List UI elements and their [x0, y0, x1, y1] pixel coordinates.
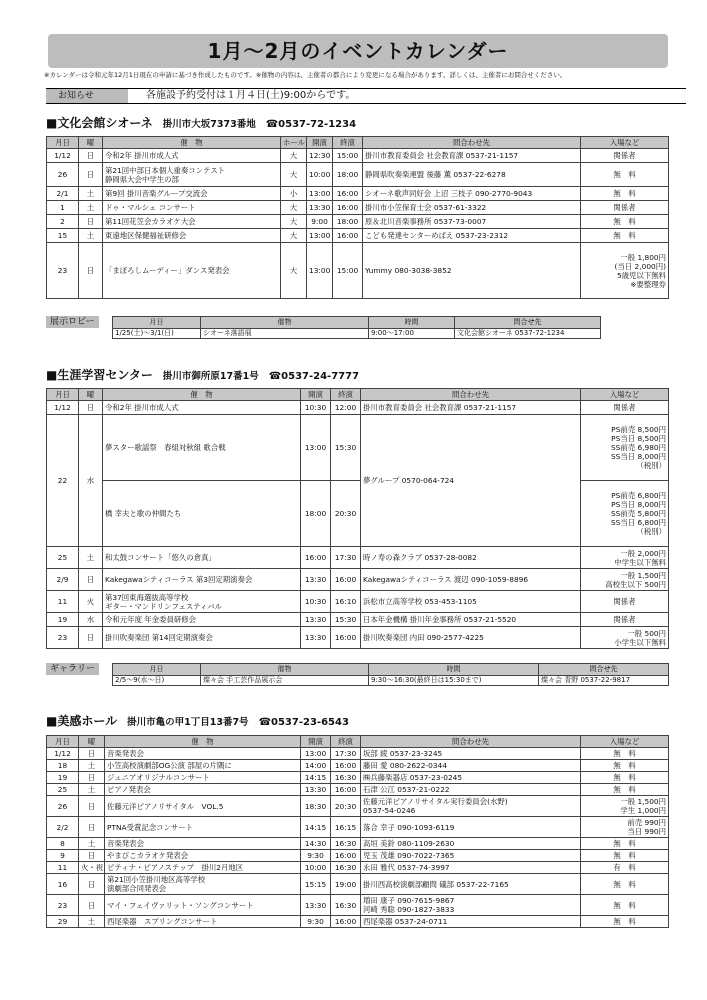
- table-cell: 日: [79, 163, 103, 187]
- table-row: [47, 243, 669, 299]
- table-cell: 佐藤元洋ピアノリサイタル VOL.5: [105, 796, 301, 817]
- table-cell: 無 料: [581, 784, 669, 796]
- table-cell: 10:00: [301, 862, 331, 874]
- table-cell: 土: [79, 760, 105, 772]
- shogai-event-table: [46, 388, 669, 649]
- table-cell: 23: [47, 895, 79, 916]
- table-cell: 和太鼓コンサート「悠久の倉真」: [103, 547, 301, 569]
- table-cell: 浜松市立高等学校 053-453-1105: [361, 591, 581, 613]
- table-row: [113, 676, 669, 686]
- table-cell: 19: [47, 613, 79, 627]
- column-header: ホール: [281, 137, 307, 149]
- table-cell: 16:30: [331, 772, 361, 784]
- facility-name: ■文化会館シオーネ: [46, 116, 153, 130]
- table-cell: 音楽発表会: [105, 748, 301, 760]
- table-cell: 無 料: [581, 772, 669, 784]
- notice-text: 各施設予約受付は１月４日(土)9:00からです。: [146, 90, 356, 101]
- column-header: 開演: [307, 137, 333, 149]
- table-header-row: [47, 736, 669, 748]
- table-cell: 掛川市教育委員会 社会教育課 0537-21-1157: [361, 401, 581, 415]
- table-cell: 1/12: [47, 401, 79, 415]
- table-cell: 関係者: [581, 201, 669, 215]
- column-header: 時間: [369, 317, 455, 329]
- section-header-bikan: [46, 712, 349, 729]
- table-row: [47, 627, 669, 649]
- table-cell: 第9回 掛川音楽グループ交流会: [103, 187, 281, 201]
- table-cell: 関係者: [581, 149, 669, 163]
- table-cell: 土: [79, 838, 105, 850]
- table-cell: ジュニアオリジナルコンサート: [105, 772, 301, 784]
- table-row: [47, 229, 669, 243]
- table-cell: 16:00: [331, 850, 361, 862]
- column-header: 開演: [301, 389, 331, 401]
- table-cell: 児玉 茂雄 090-7022-7365: [361, 850, 581, 862]
- table-cell: こども発達センターめばえ 0537-23-2312: [363, 229, 581, 243]
- table-cell: 火: [79, 591, 103, 613]
- section-header-bunka: [46, 114, 356, 131]
- table-cell: 13:30: [301, 613, 331, 627]
- table-cell: 第21回中部日本個人重奏コンテスト 静岡県大会中学生の部: [103, 163, 281, 187]
- table-cell: 令和元年度 年金委員研修会: [103, 613, 301, 627]
- facility-name: ■美感ホール: [46, 714, 118, 728]
- table-cell: 13:00: [307, 243, 333, 299]
- column-header: 月日: [113, 664, 201, 676]
- table-cell: 文化会館シオーネ 0537-72-1234: [455, 329, 601, 339]
- table-cell: 26: [47, 796, 79, 817]
- facility-address: 掛川市亀の甲1丁目13番7号: [127, 717, 249, 728]
- table-cell: 日: [79, 874, 105, 895]
- table-cell: 無 料: [581, 838, 669, 850]
- table-cell: 10:30: [301, 401, 331, 415]
- table-cell: 音楽発表会: [105, 838, 301, 850]
- table-row: [47, 201, 669, 215]
- column-header: 問合せ先: [455, 317, 601, 329]
- table-cell: 9:30～16:30(最終日は15:30まで): [369, 676, 539, 686]
- table-cell: 16:00: [331, 916, 361, 928]
- facility-phone: ☎0537-72-1234: [265, 119, 357, 130]
- table-cell: 無 料: [581, 163, 669, 187]
- table-cell: 高垣 美鈴 080-1109-2630: [361, 838, 581, 850]
- notice-label: お知らせ: [46, 89, 128, 103]
- table-cell: 前売 990円 当日 990円: [581, 817, 669, 838]
- table-cell: 土: [79, 916, 105, 928]
- table-cell: 13:00: [301, 748, 331, 760]
- table-cell: PS前売 6,800円 PS当日 8,000円 SS前売 5,800円 SS当日 6,800円 （税別）: [581, 481, 669, 547]
- lobby-table: [112, 316, 601, 339]
- table-cell: マイ・フェイヴァリット・ソングコンサート: [105, 895, 301, 916]
- table-cell: 10:00: [307, 163, 333, 187]
- facility-name: ■生涯学習センター: [46, 368, 153, 382]
- column-header: 入場など: [581, 736, 669, 748]
- table-row: [47, 772, 669, 784]
- table-cell: 16:00: [301, 547, 331, 569]
- table-cell: 10:30: [301, 591, 331, 613]
- table-cell: 第21回小笠掛川地区高等学校 演劇部合同発表会: [105, 874, 301, 895]
- table-cell: 17:30: [331, 748, 361, 760]
- table-cell: 大: [281, 215, 307, 229]
- table-cell: 土: [79, 187, 103, 201]
- table-cell: 東遠地区保健福祉研修会: [103, 229, 281, 243]
- table-row: [47, 796, 669, 817]
- table-cell: 夢グループ 0570-064-724: [361, 415, 581, 547]
- table-row: [47, 163, 669, 187]
- table-cell: 23: [47, 627, 79, 649]
- table-cell: 13:30: [301, 569, 331, 591]
- table-cell: 15:30: [331, 613, 361, 627]
- table-row: [47, 838, 669, 850]
- column-header: 終演: [331, 389, 361, 401]
- table-cell: 11: [47, 862, 79, 874]
- table-cell: 16:30: [331, 862, 361, 874]
- table-cell: 9:30: [301, 850, 331, 862]
- table-cell: 日: [79, 796, 105, 817]
- table-cell: 19:00: [331, 874, 361, 895]
- table-cell: 13:30: [301, 784, 331, 796]
- table-cell: 原＆北川音楽事務所 0537-73-0007: [363, 215, 581, 229]
- table-cell: 日: [79, 748, 105, 760]
- table-cell: 16:30: [331, 895, 361, 916]
- table-cell: 無 料: [581, 895, 669, 916]
- table-cell: 14:00: [301, 760, 331, 772]
- table-cell: 小: [281, 187, 307, 201]
- table-cell: 16:00: [331, 760, 361, 772]
- table-row: [47, 784, 669, 796]
- table-cell: 18:00: [333, 163, 363, 187]
- table-cell: 大: [281, 201, 307, 215]
- table-cell: 大: [281, 229, 307, 243]
- table-row: [47, 215, 669, 229]
- table-row: [47, 401, 669, 415]
- table-cell: 土: [79, 201, 103, 215]
- table-cell: PTNA受賞記念コンサート: [105, 817, 301, 838]
- table-cell: 第37回東海選抜高等学校 ギター・マンドリンフェスティバル: [103, 591, 301, 613]
- table-row: [47, 415, 669, 481]
- table-cell: 日: [79, 895, 105, 916]
- column-header: 終演: [333, 137, 363, 149]
- table-cell: 掛川西高校演劇部顧問 礒部 0537-22-7165: [361, 874, 581, 895]
- table-cell: 14:15: [301, 772, 331, 784]
- table-header-row: [47, 389, 669, 401]
- table-cell: 13:30: [307, 201, 333, 215]
- table-cell: 一般 1,500円 学生 1,000円: [581, 796, 669, 817]
- table-cell: 藤田 愛 080-2622-0344: [361, 760, 581, 772]
- table-cell: 13:30: [301, 627, 331, 649]
- table-cell: 無 料: [581, 215, 669, 229]
- table-cell: 18:00: [301, 481, 331, 547]
- table-cell: 日: [79, 243, 103, 299]
- table-cell: 土: [79, 547, 103, 569]
- table-cell: 16:00: [333, 201, 363, 215]
- table-cell: 無 料: [581, 187, 669, 201]
- notice-bar: [46, 88, 686, 104]
- table-cell: 16:30: [331, 838, 361, 850]
- table-cell: 1/12: [47, 748, 79, 760]
- table-row: [47, 916, 669, 928]
- column-header: 終演: [331, 736, 361, 748]
- table-cell: 16:00: [333, 229, 363, 243]
- column-header: 問合わせ先: [361, 389, 581, 401]
- table-cell: 掛川市教育委員会 社会教育課 0537-21-1157: [363, 149, 581, 163]
- table-cell: 15:30: [331, 415, 361, 481]
- table-cell: 2/2: [47, 817, 79, 838]
- table-cell: 29: [47, 916, 79, 928]
- table-cell: 2/5～9(水～日): [113, 676, 201, 686]
- table-row: [47, 817, 669, 838]
- table-cell: やまびこカラオケ発表会: [105, 850, 301, 862]
- table-cell: 土: [79, 784, 105, 796]
- column-header: 曜: [79, 389, 103, 401]
- table-cell: 一般 1,500円 高校生以下 500円: [581, 569, 669, 591]
- table-cell: PS前売 8,500円 PS当日 8,500円 SS前売 6,980円 SS当日 8,000円 （税別）: [581, 415, 669, 481]
- table-cell: 時ノ寿の森クラブ 0537-28-0082: [361, 547, 581, 569]
- table-cell: 16:00: [331, 784, 361, 796]
- table-row: [47, 895, 669, 916]
- column-header: 月日: [47, 137, 79, 149]
- table-cell: 橋 幸夫と歌の仲間たち: [103, 481, 301, 547]
- table-cell: 西尾楽器 スプリングコンサート: [105, 916, 301, 928]
- table-cell: 日: [79, 149, 103, 163]
- table-cell: 26: [47, 163, 79, 187]
- table-cell: 「まぼろしムーディー」ダンス発表会: [103, 243, 281, 299]
- table-cell: Yummy 080-3038-3852: [363, 243, 581, 299]
- table-cell: 無 料: [581, 748, 669, 760]
- table-cell: 日: [79, 215, 103, 229]
- table-cell: Kakegawaシティコーラス 第3回定期演奏会: [103, 569, 301, 591]
- column-header: 開演: [301, 736, 331, 748]
- table-row: [47, 547, 669, 569]
- table-cell: 16:00: [333, 187, 363, 201]
- table-cell: 15: [47, 229, 79, 243]
- table-cell: 大: [281, 149, 307, 163]
- table-row: [47, 187, 669, 201]
- gallery-label: ギャラリー: [46, 663, 99, 675]
- table-cell: ピティナ・ピアノステップ 掛川2月地区: [105, 862, 301, 874]
- column-header: 催 物: [103, 137, 281, 149]
- table-cell: 令和2年 掛川市成人式: [103, 401, 301, 415]
- facility-phone: ☎0537-23-6543: [258, 717, 349, 728]
- column-header: 曜: [79, 736, 105, 748]
- table-cell: 18:30: [301, 796, 331, 817]
- table-cell: 12:30: [307, 149, 333, 163]
- column-header: 催 物: [103, 389, 301, 401]
- table-row: [47, 569, 669, 591]
- table-cell: 永田 雅代 0537-74-3997: [361, 862, 581, 874]
- table-cell: 14:30: [301, 838, 331, 850]
- table-cell: 16: [47, 874, 79, 895]
- table-cell: 19: [47, 772, 79, 784]
- table-cell: 日本年金機構 掛川年金事務所 0537-21-5520: [361, 613, 581, 627]
- table-cell: 坂部 綾 0537-23-3245: [361, 748, 581, 760]
- table-cell: 13:30: [301, 895, 331, 916]
- table-cell: 一般 2,000円 中学生以下無料: [581, 547, 669, 569]
- column-header: 催 物: [105, 736, 301, 748]
- column-header: 月日: [47, 389, 79, 401]
- table-cell: 関係者: [581, 591, 669, 613]
- table-cell: 日: [79, 817, 105, 838]
- table-cell: 12:00: [331, 401, 361, 415]
- table-row: [47, 874, 669, 895]
- table-cell: 16:00: [331, 627, 361, 649]
- column-header: 月日: [47, 736, 79, 748]
- table-cell: 水: [79, 415, 103, 547]
- table-cell: 1/12: [47, 149, 79, 163]
- table-cell: Kakegawaシティコーラス 渡辺 090-1059-8896: [361, 569, 581, 591]
- table-row: [47, 748, 669, 760]
- column-header: 催物: [201, 664, 369, 676]
- table-cell: 日: [79, 627, 103, 649]
- table-cell: 18: [47, 760, 79, 772]
- table-cell: 2: [47, 215, 79, 229]
- table-cell: 無 料: [581, 760, 669, 772]
- table-cell: 夢スター歌謡祭 春組対秋組 歌合戦: [103, 415, 301, 481]
- table-cell: ドゥ・マルシェ コンサート: [103, 201, 281, 215]
- bikan-event-table: [46, 735, 669, 928]
- table-row: [113, 329, 601, 339]
- table-cell: 16:10: [331, 591, 361, 613]
- table-row: [47, 149, 669, 163]
- table-cell: 日: [79, 569, 103, 591]
- table-row: [47, 591, 669, 613]
- table-cell: 13:00: [301, 415, 331, 481]
- table-cell: 23: [47, 243, 79, 299]
- table-cell: 令和2年 掛川市成人式: [103, 149, 281, 163]
- table-cell: 11: [47, 591, 79, 613]
- table-row: [47, 613, 669, 627]
- table-cell: 無 料: [581, 229, 669, 243]
- lobby-label: 展示ロビー: [46, 316, 99, 328]
- facility-phone: ☎0537-24-7777: [268, 371, 360, 382]
- table-cell: シオーネ落語展: [201, 329, 369, 339]
- column-header: 問合わせ先: [363, 137, 581, 149]
- table-cell: 増田 康子 090-7615-9867 河崎 秀聡 090-1827-3833: [361, 895, 581, 916]
- column-header: 時間: [369, 664, 539, 676]
- table-cell: 9:30: [301, 916, 331, 928]
- table-cell: 掛川吹奏楽団 第14回定期演奏会: [103, 627, 301, 649]
- table-cell: 日: [79, 401, 103, 415]
- table-cell: 17:30: [331, 547, 361, 569]
- table-cell: 関係者: [581, 613, 669, 627]
- table-cell: 9:00～17:00: [369, 329, 455, 339]
- column-header: 催物: [201, 317, 369, 329]
- table-cell: 25: [47, 784, 79, 796]
- table-cell: 落合 幸子 090-1093-6119: [361, 817, 581, 838]
- disclaimer-note: ※カレンダーは令和元年12月1日現在の申請に基づき作成したものです。※催物の内容は、主催者の都合により変更になる場合があります。詳しくは、主催者にお問合せください。: [44, 71, 567, 79]
- table-cell: 13:00: [307, 187, 333, 201]
- table-cell: 燦々会 青野 0537-22-9817: [539, 676, 669, 686]
- table-cell: 22: [47, 415, 79, 547]
- table-cell: 関係者: [581, 401, 669, 415]
- table-header-row: [113, 664, 669, 676]
- table-cell: 15:00: [333, 243, 363, 299]
- column-header: 問合せ先: [539, 664, 669, 676]
- column-header: 曜: [79, 137, 103, 149]
- table-cell: 水: [79, 613, 103, 627]
- gallery-table: [112, 663, 669, 686]
- table-cell: 西尾楽器 0537-24-0711: [361, 916, 581, 928]
- table-cell: 無 料: [581, 916, 669, 928]
- table-cell: 有 料: [581, 862, 669, 874]
- table-cell: 燦々会 手工芸作品展示会: [201, 676, 369, 686]
- table-cell: シオーネ歌声同好会 上沼 三枝子 090-2770-9043: [363, 187, 581, 201]
- table-cell: 16:00: [331, 569, 361, 591]
- section-header-shogai: [46, 366, 359, 383]
- table-cell: 小笠高校演劇部OG公演 部屋の片隅に: [105, 760, 301, 772]
- table-cell: 日: [79, 772, 105, 784]
- facility-address: 掛川市大坂7373番地: [162, 119, 256, 130]
- table-cell: 大: [281, 243, 307, 299]
- table-row: [47, 760, 669, 772]
- table-cell: 8: [47, 838, 79, 850]
- table-cell: 大: [281, 163, 307, 187]
- table-row: [47, 862, 669, 874]
- column-header: 問合わせ先: [361, 736, 581, 748]
- table-cell: 20:30: [331, 796, 361, 817]
- column-header: 入場など: [581, 389, 669, 401]
- table-cell: 20:30: [331, 481, 361, 547]
- table-cell: 1/25(土)～3/1(日): [113, 329, 201, 339]
- table-cell: 25: [47, 547, 79, 569]
- table-cell: 日: [79, 850, 105, 862]
- table-cell: 掛川市小笠保育士会 0537-61-3322: [363, 201, 581, 215]
- table-header-row: [47, 137, 669, 149]
- column-header: 入場など: [581, 137, 669, 149]
- table-cell: 2/9: [47, 569, 79, 591]
- column-header: 月日: [113, 317, 201, 329]
- table-cell: 9:00: [307, 215, 333, 229]
- table-cell: 16:15: [331, 817, 361, 838]
- table-cell: 佐藤元洋ピアノリサイタル実行委員会(水野) 0537-54-0246: [361, 796, 581, 817]
- table-cell: 15:00: [333, 149, 363, 163]
- table-cell: 掛川吹奏楽団 内田 090-2577-4225: [361, 627, 581, 649]
- table-cell: 一般 1,800円 (当日 2,000円) 5歳児以下無料 ※要整理券: [581, 243, 669, 299]
- table-cell: 1: [47, 201, 79, 215]
- table-cell: 静岡県吹奏楽連盟 後藤 薫 0537-22-6278: [363, 163, 581, 187]
- page-title: 1月～2月のイベントカレンダー: [48, 34, 668, 68]
- table-cell: 18:00: [333, 215, 363, 229]
- lobby-header: [46, 316, 99, 328]
- table-cell: 火・祝: [79, 862, 105, 874]
- table-cell: 第11回花笠会カラオケ大会: [103, 215, 281, 229]
- table-cell: 無 料: [581, 850, 669, 862]
- table-cell: ㈱兵藤楽器店 0537-23-0245: [361, 772, 581, 784]
- bunka-event-table: [46, 136, 669, 299]
- table-cell: ピアノ発表会: [105, 784, 301, 796]
- table-cell: 無 料: [581, 874, 669, 895]
- table-cell: 一般 500円 小学生以下無料: [581, 627, 669, 649]
- table-cell: 2/1: [47, 187, 79, 201]
- table-cell: 15:15: [301, 874, 331, 895]
- table-cell: 14:15: [301, 817, 331, 838]
- table-header-row: [113, 317, 601, 329]
- table-cell: 土: [79, 229, 103, 243]
- table-cell: 9: [47, 850, 79, 862]
- table-row: [47, 850, 669, 862]
- facility-address: 掛川市御所原17番1号: [162, 371, 259, 382]
- table-cell: 13:00: [307, 229, 333, 243]
- table-cell: 石津 公江 0537-21-0222: [361, 784, 581, 796]
- gallery-header: [46, 663, 99, 675]
